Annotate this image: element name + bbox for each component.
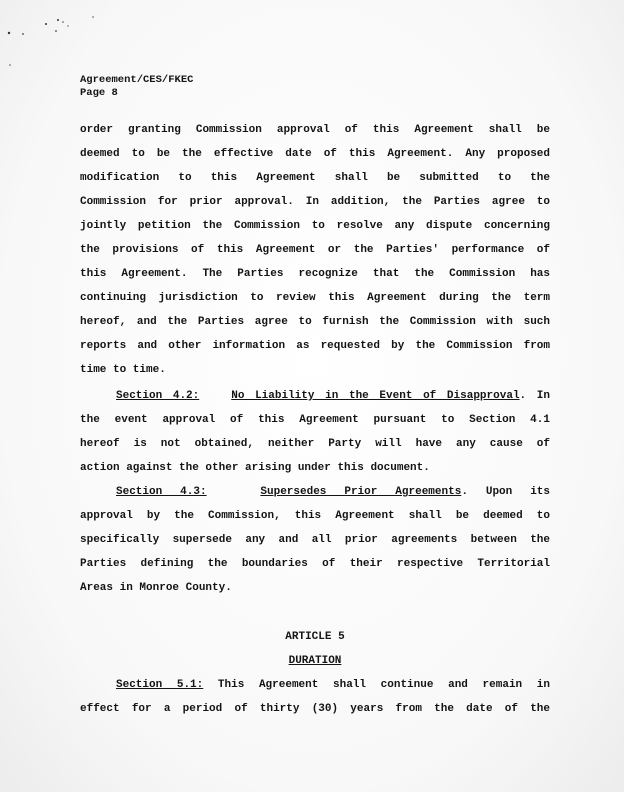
body-line: time to time. [80, 364, 166, 376]
body-text: . In [519, 390, 550, 402]
body-line: the event approval of this Agreement pursuant to Section 4.1 [80, 414, 550, 426]
body-line: hereof is not obtained, neither Party will have any cause of [80, 438, 550, 450]
body-line: deemed to be the effective date of this Agreement. Any proposed [80, 148, 550, 160]
section-5-1-first-line [116, 678, 550, 692]
section-4-2-first-line [116, 389, 550, 403]
body-line: Commission for prior approval. In addition, the Parties agree to [80, 196, 550, 208]
document-reference: Agreement/CES/FKEC [80, 74, 194, 86]
body-line: specifically supersede any and all prior agreements between the [80, 534, 550, 546]
body-line: this Agreement. The Parties recognize that the Commission has [80, 268, 550, 280]
section-number: Section 4.3: [116, 486, 207, 498]
page-header [80, 74, 193, 100]
article-heading: ARTICLE 5 [285, 631, 345, 643]
page-number: Page 8 [80, 87, 118, 99]
body-line: continuing jurisdiction to review this Agreement during the term [80, 292, 550, 304]
body-line: hereof, and the Parties agree to furnish the Commission with such [80, 316, 550, 328]
body-line: effect for a period of thirty (30) years from the date of the [80, 703, 550, 715]
body-text: . Upon its [461, 486, 551, 498]
article-title: DURATION [288, 655, 342, 667]
body-text: This Agreement shall continue and remain in [203, 679, 550, 691]
body-line: jointly petition the Commission to resolve any dispute concerning [80, 220, 550, 232]
body-line: approval by the Commission, this Agreement shall be deemed to [80, 510, 550, 522]
section-number: Section 5.1: [116, 679, 204, 691]
body-line: Areas in Monroe County. [80, 582, 232, 594]
section-title: Supersedes Prior Agreements [260, 486, 462, 498]
body-line: the provisions of this Agreement or the Parties' performance of [80, 244, 550, 256]
section-title: No Liability in the Event of Disapproval [231, 390, 520, 402]
section-number: Section 4.2: [116, 390, 200, 402]
body-line: action against the other arising under this document. [80, 462, 430, 474]
scan-specks [0, 0, 120, 80]
body-line: reports and other information as requested by the Commission from [80, 340, 550, 352]
section-4-3-first-line [116, 485, 550, 499]
body-line: Parties defining the boundaries of their respective Territorial [80, 558, 550, 570]
body-line: order granting Commission approval of this Agreement shall be [80, 124, 550, 136]
body-line: modification to this Agreement shall be submitted to the [80, 172, 550, 184]
